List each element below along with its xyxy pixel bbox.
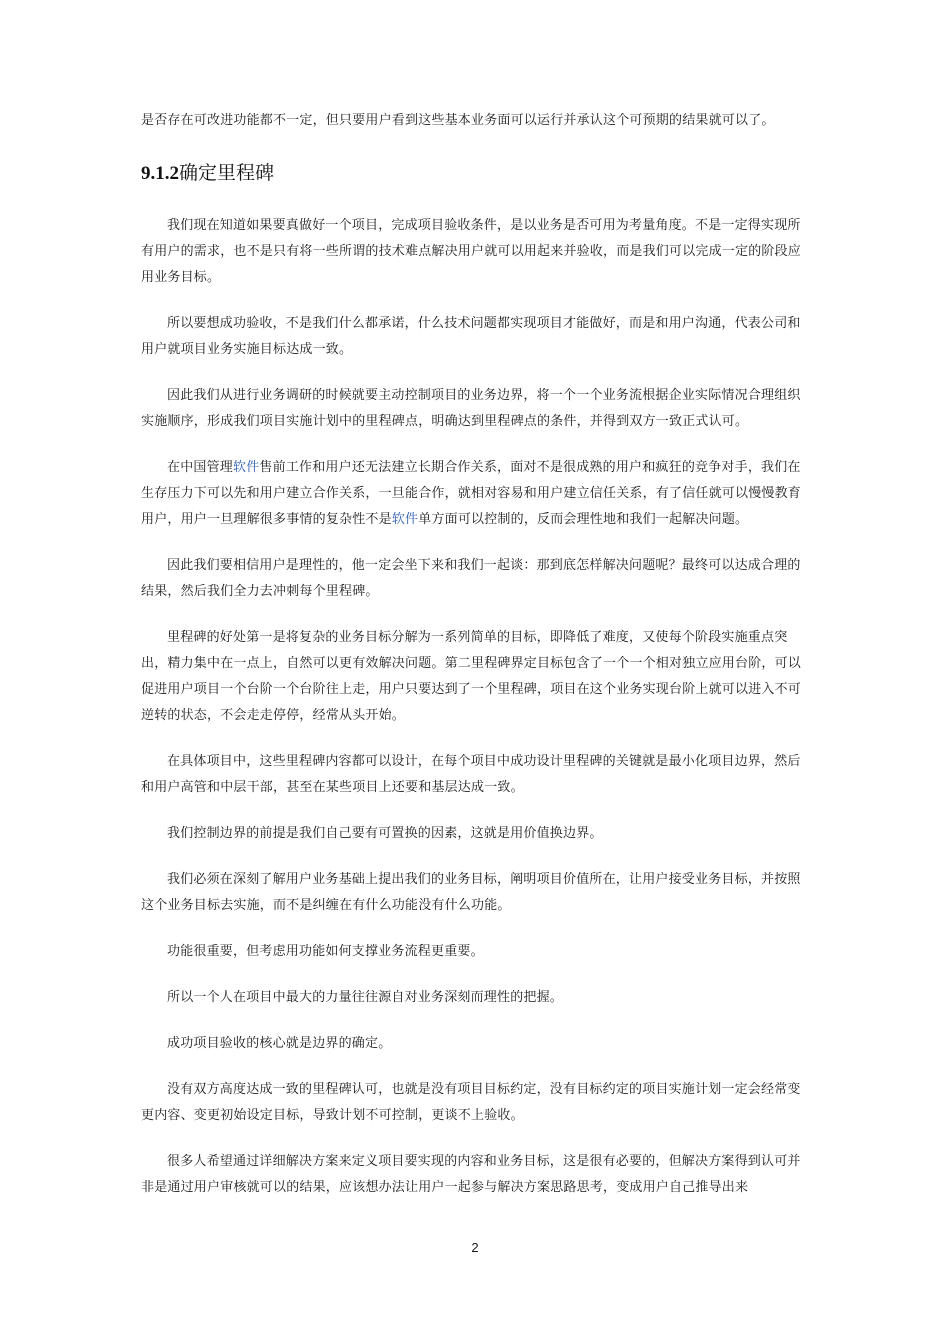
paragraph: 功能很重要，但考虑用功能如何支撑业务流程更重要。 [167,944,484,959]
paragraph: 我们必须在深刻了解用户业务基础上提出我们的业务目标，阐明项目价值所在，让用户接受业务目标，并按照这个业务目标去实施，而不是纠缠在有什么功能没有什么功能。 [141,872,801,913]
paragraph: 成功项目验收的核心就是边界的确定。 [167,1036,392,1051]
paragraph-with-links [141,455,809,533]
paragraph: 我们控制边界的前提是我们自己要有可置换的因素，这就是用价值换边界。 [167,826,603,841]
paragraph-text: 售前工作和用户还无法建立长期合作关系，面对不是很成熟的用户和疯狂的竞争对手，我们在生存压力下可以先和用户建立合作关系，一旦能合作，就相对容易和用户建立信任关系，有了信任就可以慢慢教育用户，用户一旦理解很多事情的复杂性不是 [141,460,802,527]
paragraph: 在具体项目中，这些里程碑内容都可以设计，在每个项目中成功设计里程碑的关键就是最小化项目边界，然后和用户高管和中层干部，甚至在某些项目上还要和基层达成一致。 [141,754,801,795]
section-title: 确定里程碑 [179,162,275,184]
paragraph: 里程碑的好处第一是将复杂的业务目标分解为一系列简单的目标，即降低了难度，又使每个阶段实施重点突出，精力集中在一点上，自然可以更有效解决问题。第二里程碑界定目标包含了一个一个相对独立应用台阶，可以促进用户项目一个台阶一个台阶往上走，用户只要达到了一个里程碑，项目在这个业务实现台阶上就可以进入不可逆转的状态，不会走走停停，经常从头开始。 [141,630,802,723]
paragraph: 因此我们要相信用户是理性的，他一定会坐下来和我们一起谈：那到底怎样解决问题呢？最终可以达成合理的结果，然后我们全力去冲刺每个里程碑。 [141,558,801,599]
continuation-text: 是否存在可改进功能都不一定，但只要用户看到这些基本业务面可以运行并承认这个可预期的结果就可以了。 [141,113,775,128]
paragraph-text: 单方面可以控制的，反而会理性地和我们一起解决问题。 [418,512,749,527]
software-link[interactable]: 软件 [391,512,419,527]
page-number: 2 [471,1240,479,1255]
paragraph: 因此我们从进行业务调研的时候就要主动控制项目的业务边界，将一个一个业务流根据企业实际情况合理组织实施顺序，形成我们项目实施计划中的里程碑点，明确达到里程碑点的条件，并得到双方一致正式认可。 [141,388,801,429]
document-page [141,108,809,1221]
paragraph: 所以一个人在项目中最大的力量往往源自对业务深刻而理性的把握。 [167,990,564,1005]
paragraph-text: 在中国管理 [167,460,234,475]
paragraph: 所以要想成功验收，不是我们什么都承诺，什么技术问题都实现项目才能做好，而是和用户沟通，代表公司和用户就项目业务实施目标达成一致。 [141,316,801,357]
section-heading [141,158,809,189]
section-number: 9.1.2 [141,163,179,184]
software-link[interactable]: 软件 [233,460,260,475]
paragraph: 很多人希望通过详细解决方案来定义项目要实现的内容和业务目标，这是很有必要的，但解决方案得到认可并非是通过用户审核就可以的结果，应该想办法让用户一起参与解决方案思路思考，变成用户自己推导出来 [141,1154,801,1195]
paragraph: 我们现在知道如果要真做好一个项目，完成项目验收条件，是以业务是否可用为考量角度。不是一定得实现所有用户的需求，也不是只有将一些所谓的技术难点解决用户就可以用起来并验收，而是我们可以完成一定的阶段应用业务目标。 [141,218,802,285]
paragraph: 没有双方高度达成一致的里程碑认可，也就是没有项目目标约定，没有目标约定的项目实施计划一定会经常变更内容、变更初始设定目标，导致计划不可控制，更谈不上验收。 [141,1082,801,1123]
